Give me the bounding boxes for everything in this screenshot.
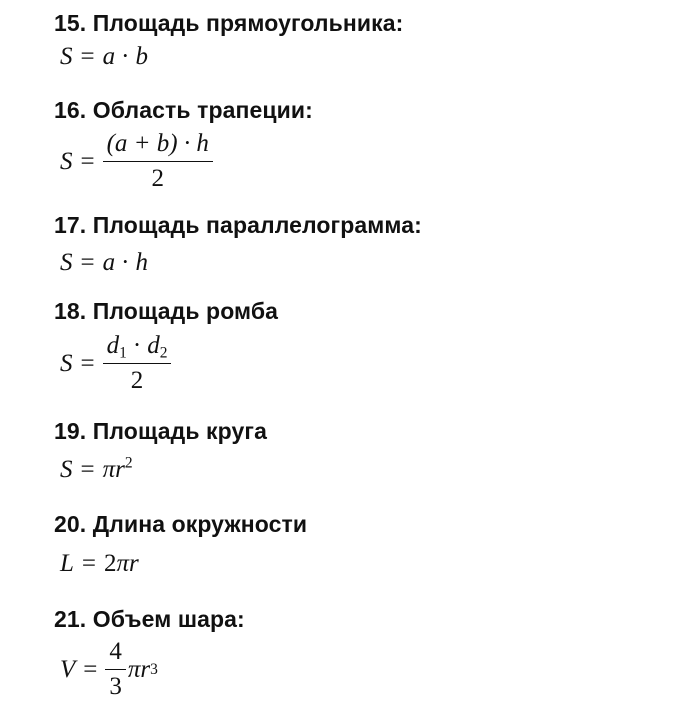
fraction bbox=[103, 130, 213, 193]
fraction-numerator: (a + b) · h bbox=[106, 130, 209, 157]
heading-circumference: 20. Длина окружности bbox=[54, 511, 308, 537]
variable-b: b bbox=[135, 43, 148, 70]
formula-lhs: S bbox=[60, 43, 73, 70]
heading-trapezoid-area: 16. Область трапеции: bbox=[54, 97, 313, 123]
equals-sign: = bbox=[80, 147, 95, 175]
multiply-dot: · bbox=[121, 249, 130, 276]
formula-lhs: S bbox=[60, 349, 73, 377]
pi-symbol: π bbox=[102, 456, 116, 483]
formula-rectangle-area bbox=[60, 42, 148, 72]
equals-sign: = bbox=[80, 249, 95, 276]
variable-a: a bbox=[102, 249, 116, 276]
formula-lhs: S bbox=[60, 147, 73, 175]
heading-sphere-volume: 21. Объем шара: bbox=[54, 606, 245, 632]
formula-circumference bbox=[60, 549, 139, 579]
variable-a: a bbox=[102, 43, 116, 70]
formula-lhs: S bbox=[60, 456, 73, 483]
formula-trapezoid-area bbox=[60, 130, 213, 193]
formula-rhombus-area bbox=[60, 332, 171, 395]
variable-h: h bbox=[135, 249, 148, 276]
heading-rhombus-area: 18. Площадь ромба bbox=[54, 298, 279, 324]
variable-r: r bbox=[129, 550, 139, 577]
equals-sign: = bbox=[83, 655, 98, 683]
formula-lhs: L bbox=[60, 550, 74, 577]
variable-r: r bbox=[115, 456, 125, 483]
equals-sign: = bbox=[81, 550, 97, 577]
fraction bbox=[105, 638, 126, 701]
formula-circle-area bbox=[60, 455, 133, 485]
formula-lhs: V bbox=[60, 655, 76, 683]
variable-d: d bbox=[106, 332, 120, 359]
heading-circle-area: 19. Площадь круга bbox=[54, 418, 267, 444]
exponent: 2 bbox=[124, 454, 133, 472]
fraction-numerator: 4 bbox=[109, 638, 122, 665]
subscript: 1 bbox=[119, 344, 127, 362]
fraction-denominator: 2 bbox=[130, 367, 144, 394]
fraction-numerator bbox=[103, 332, 172, 363]
multiply-dot: · bbox=[132, 332, 142, 359]
formula-sphere-volume: V = $\frac{4}{3}$ π r 3 bbox=[60, 638, 158, 700]
equals-sign: = bbox=[80, 456, 95, 483]
formula-lhs: S bbox=[60, 249, 73, 276]
equals-sign: = bbox=[80, 43, 95, 70]
heading-rectangle-area: 15. Площадь прямоугольника: bbox=[54, 10, 404, 36]
subscript: 2 bbox=[159, 344, 168, 362]
fraction-denominator: 2 bbox=[151, 165, 164, 192]
variable-r: r bbox=[140, 655, 151, 683]
fraction bbox=[103, 332, 172, 395]
heading-parallelogram-area: 17. Площадь параллелограмма: bbox=[54, 212, 422, 238]
variable-d: d bbox=[147, 332, 160, 359]
pi-symbol: π bbox=[116, 550, 130, 577]
multiply-dot: · bbox=[121, 43, 130, 70]
pi-symbol: π bbox=[127, 655, 141, 683]
equals-sign: = bbox=[80, 349, 95, 377]
coefficient: 2 bbox=[104, 550, 117, 577]
fraction-denominator: 3 bbox=[109, 673, 122, 700]
formula-parallelogram-area bbox=[60, 248, 148, 278]
